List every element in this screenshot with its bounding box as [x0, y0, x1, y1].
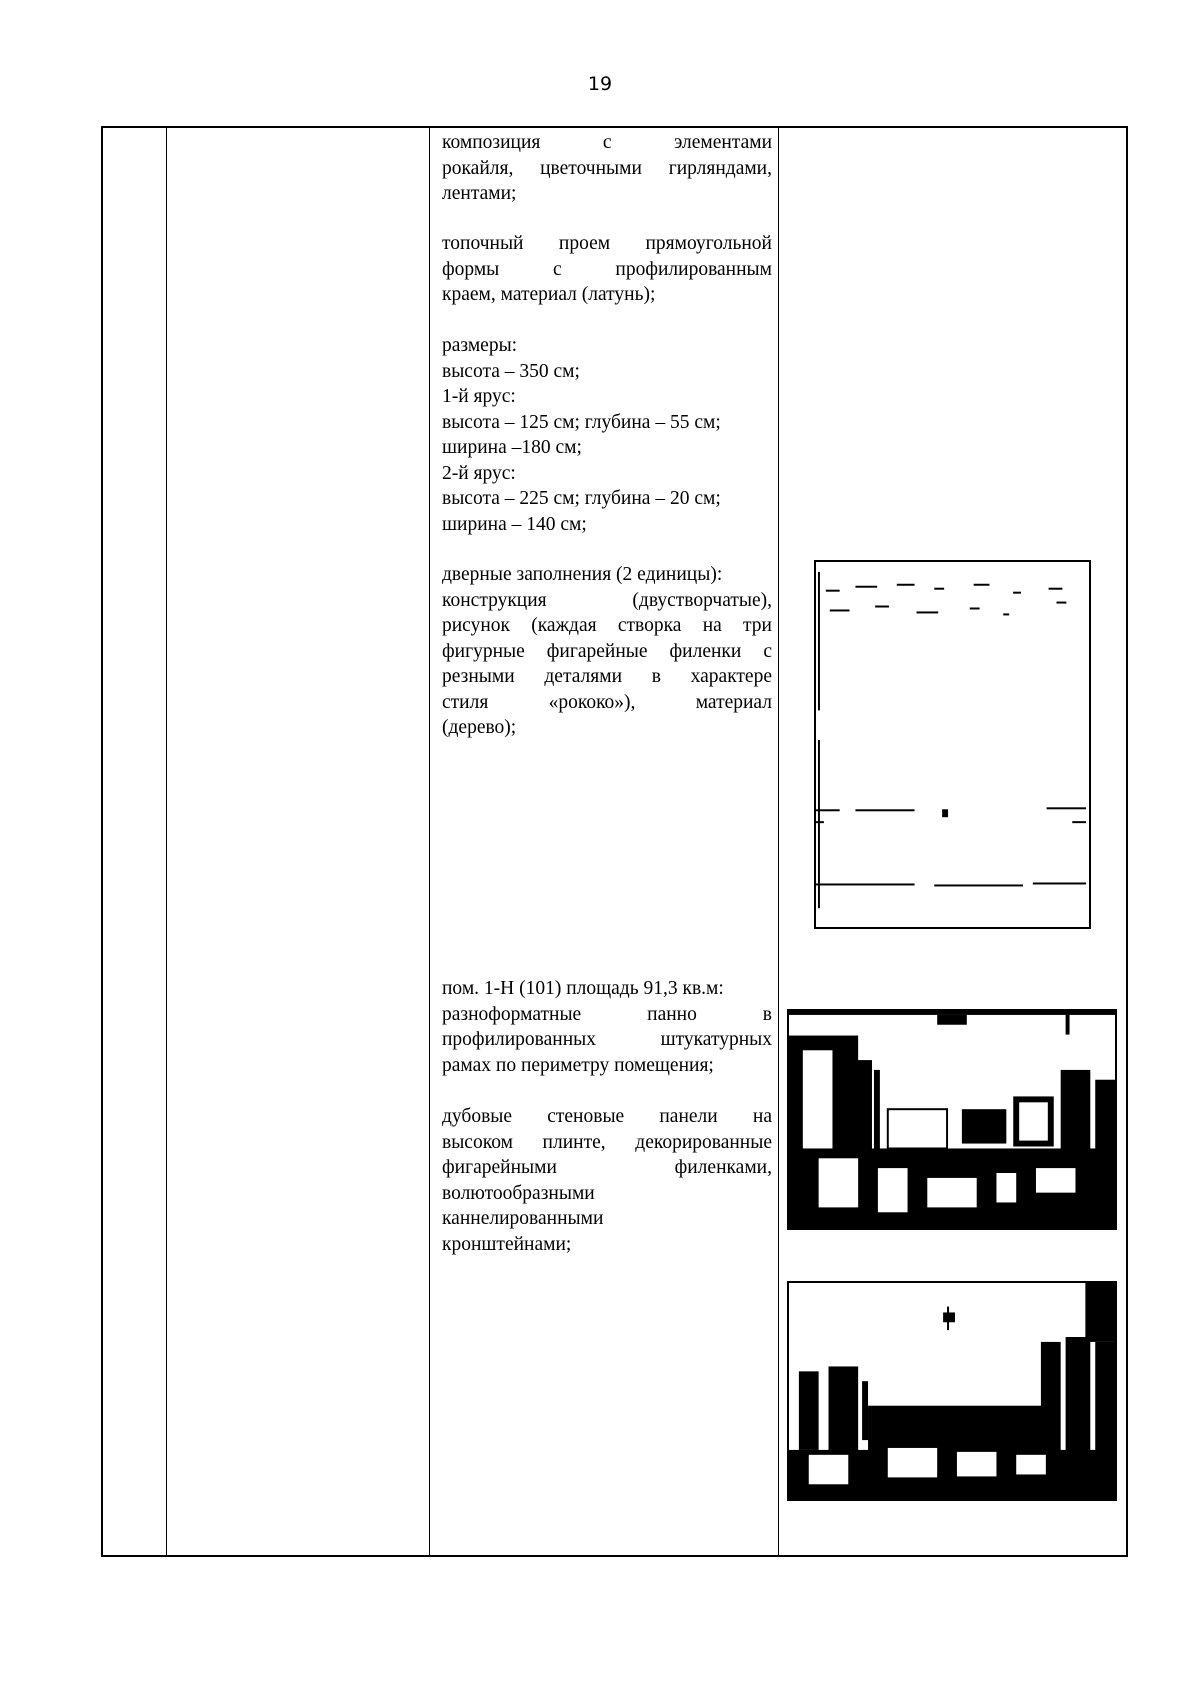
text-line: кронштейнами;	[442, 1233, 572, 1255]
text-line: резными деталями в характере	[442, 666, 772, 687]
text-line: высоком плинте, декорированные	[442, 1131, 772, 1153]
text-line: ширина –180 см;	[442, 437, 582, 458]
door-photo-drawing	[816, 562, 1089, 927]
text-line: каннелированными	[442, 1208, 604, 1229]
column-divider-3	[778, 128, 779, 1555]
text-block-firebox	[442, 231, 772, 308]
text-block-doors	[442, 562, 772, 741]
text-line: рокайля, цветочными гирляндами,	[442, 157, 772, 179]
page-number: 19	[587, 73, 613, 95]
text-line: ширина – 140 см;	[442, 513, 587, 535]
text-line: высота – 350 см;	[442, 360, 580, 382]
text-line: лентами;	[442, 183, 517, 204]
text-line: краем, материал (латунь);	[442, 284, 656, 305]
door-photo	[814, 560, 1091, 929]
text-line: фигарейными филенками,	[442, 1157, 772, 1178]
text-line: рамах по периметру помещения;	[442, 1054, 714, 1076]
text-line: (дерево);	[442, 717, 517, 738]
text-line: 1-й ярус:	[442, 386, 516, 407]
text-block-panels	[442, 1104, 772, 1257]
text-line: дубовые стеновые панели на	[442, 1106, 772, 1127]
text-line: разноформатные панно в	[442, 1003, 772, 1025]
text-block-composition	[442, 130, 772, 207]
text-line: пом. 1-Н (101) площадь 91,3 кв.м:	[442, 978, 724, 999]
column-divider-1	[166, 128, 167, 1555]
text-line: конструкция (двустворчатые),	[442, 589, 772, 611]
text-line: дверные заполнения (2 единицы):	[442, 564, 723, 585]
text-line: рисунок (каждая створка на три	[442, 615, 772, 636]
room-photo-2-drawing	[789, 1283, 1115, 1499]
text-line: стиля «рококо»), материал	[442, 691, 772, 713]
text-line: фигурные фигарейные филенки с	[442, 640, 772, 662]
text-line: высота – 225 см; глубина – 20 см;	[442, 488, 721, 509]
text-line: композиция с элементами	[442, 132, 772, 153]
text-line: волютообразными	[442, 1182, 595, 1204]
text-line: топочный проем прямоугольной	[442, 233, 772, 254]
text-line: формы с профилированным	[442, 258, 772, 280]
text-line: профилированных штукатурных	[442, 1029, 772, 1050]
text-line: 2-й ярус:	[442, 462, 516, 484]
room-photo-1	[787, 1009, 1117, 1230]
text-block-room	[442, 976, 772, 1078]
text-line: высота – 125 см; глубина – 55 см;	[442, 411, 721, 433]
room-photo-1-drawing	[789, 1011, 1115, 1228]
room-photo-2	[787, 1281, 1117, 1501]
text-line: размеры:	[442, 335, 518, 356]
text-block-dimensions	[442, 333, 772, 537]
column-divider-2	[429, 128, 430, 1555]
